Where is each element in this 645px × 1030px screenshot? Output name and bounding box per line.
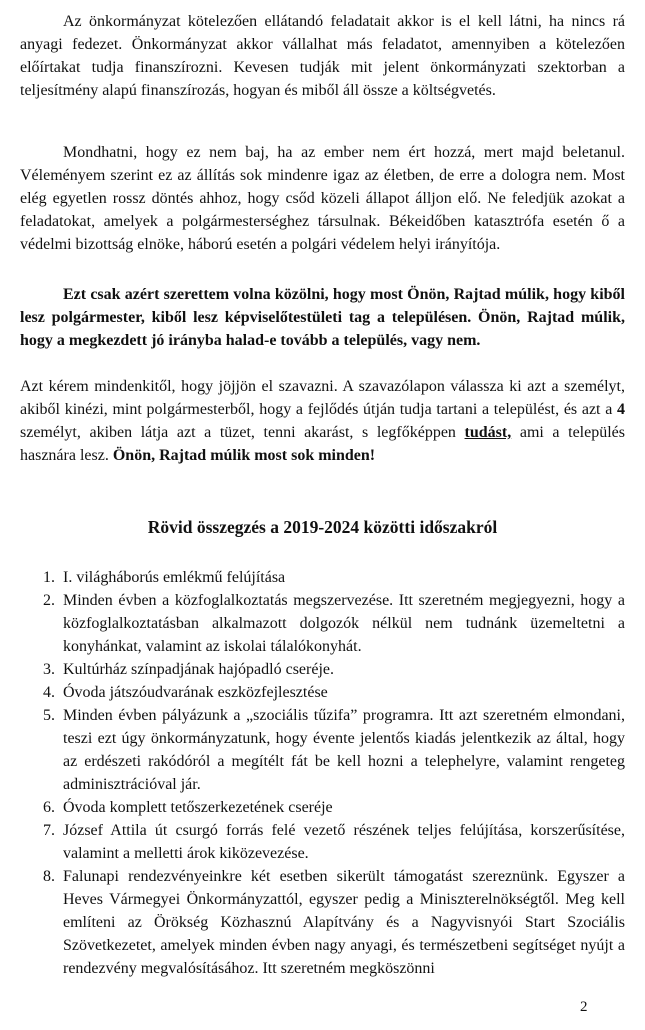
paragraph-4-text-b: személyt, akiben látja azt a tüzet, tenni akarást, s legfőképpen xyxy=(20,424,465,441)
list-item xyxy=(20,865,625,980)
list-item-text: Minden évben a közfoglalkoztatás megszervezése. Itt szeretném megjegyezni, hogy a közfoglalkoztatásban alkalmazott dolgozók nélkül nem tudnánk üzemeltetni a konyhánkat, valamint az iskolai tálalókonyhát. xyxy=(63,592,625,655)
section-heading: Rövid összegzés a 2019-2024 közötti időszakról xyxy=(147,517,498,537)
list-item-number: 8. xyxy=(43,868,55,885)
list-item-number: 5. xyxy=(43,707,55,724)
list-item-text: Kultúrház színpadjának hajópadló cseréje. xyxy=(63,661,334,678)
paragraph-4-number: 4 xyxy=(617,401,625,418)
list-item-text: József Attila út csurgó forrás felé vezető részének teljes felújítása, korszerűsítése, valamint a melletti árok kiközevezése. xyxy=(63,822,625,862)
list-item xyxy=(20,796,625,819)
list-item-number: 1. xyxy=(43,569,55,586)
paragraph-1: Az önkormányzat kötelezően ellátandó feladatait akkor is el kell látni, ha nincs rá anyagi fedezet. Önkormányzat akkor vállalhat más feladatot, amennyiben a kötelezően előírtakat tudja finanszírozni. Kevesen tudják mit jelent önkormányzati szektorban a teljesítmény alapú finanszírozás, hogyan és miből áll össze a költségvetés. xyxy=(20,13,625,99)
list-item xyxy=(20,658,625,681)
paragraph-2: Mondhatni, hogy ez nem baj, ha az ember nem ért hozzá, mert majd beletanul. Véleményem szerint ez az állítás sok mindenre igaz az életben, de erre a dologra nem. Most elég egyetlen rossz döntés ahhoz, hogy csőd közeli állapot álljon elő. Ne feledjük azokat a feladatokat, amelyek a polgármesterséghez társulnak. Békeidőben katasztrófa esetén ő a védelmi bizottság elnöke, háború esetén a polgári védelem helyi irányítója. xyxy=(20,144,625,253)
list-item-text: Minden évben pályázunk a „szociális tűzifa” programra. Itt azt szeretném elmondani, teszi ezt úgy önkormányzatunk, hogy évente jelentős kiadás jelentkezik az által, hogy az erdészeti rakódóról a megítélt fát be kell hozni a telephelyre, valamint rengeteg adminisztrációval jár. xyxy=(63,707,625,793)
list-item-number: 7. xyxy=(43,822,55,839)
list-item xyxy=(20,566,625,589)
page-number: 2 xyxy=(580,999,588,1015)
list-item-number: 4. xyxy=(43,684,55,701)
paragraph-4-closing-bold: Önön, Rajtad múlik most sok minden! xyxy=(112,447,376,464)
paragraph-4-text-a: Azt kérem mindenkitől, hogy jöjjön el szavazni. A szavazólapon válassza ki azt a személyt, akiből kinézi, mint polgármesterből, hogy a fejlődés útján tudja tartani a települést, és azt a xyxy=(20,378,625,418)
list-item-text: Óvoda komplett tetőszerkezetének cseréje xyxy=(63,799,333,816)
list-item-number: 3. xyxy=(43,661,55,678)
list-item-text: I. világháborús emlékmű felújítása xyxy=(63,569,286,586)
list-item xyxy=(20,819,625,865)
list-item-text: Falunapi rendezvényeinkre két esetben sikerült támogatást szereznünk. Egyszer a Heves Vármegyei Önkormányzattól, egyszer pedig a Miniszterelnökségtől. Meg kell említeni az Örökség Közhasznú Alapítvány és a Nagyvisnyói Start Szociális Szövetkezetet, amelyek minden évben nagy anyagi, és természetbeni segítséget nyújt a rendezvény megvalósításához. Itt szeretném megköszönni xyxy=(63,868,625,977)
summary-list xyxy=(20,566,625,980)
list-item-number: 2. xyxy=(43,592,55,609)
list-item xyxy=(20,681,625,704)
paragraph-3-bold: Ezt csak azért szerettem volna közölni, hogy most Önön, Rajtad múlik, hogy kiből lesz polgármester, kiből lesz képviselőtestületi tag a településen. Önön, Rajtad múlik, hogy a megkezdett jó irányba halad-e tovább a település, vagy nem. xyxy=(20,286,625,349)
list-item xyxy=(20,589,625,658)
paragraph-4-text-c: ami a település hasznára lesz. xyxy=(20,424,626,464)
list-item-text: Óvoda játszóudvarának eszközfejlesztése xyxy=(63,684,328,701)
list-item xyxy=(20,704,625,796)
list-item-number: 6. xyxy=(43,799,55,816)
paragraph-4-underlined-word: tudást, xyxy=(464,424,512,441)
paragraph-4 xyxy=(20,375,625,467)
